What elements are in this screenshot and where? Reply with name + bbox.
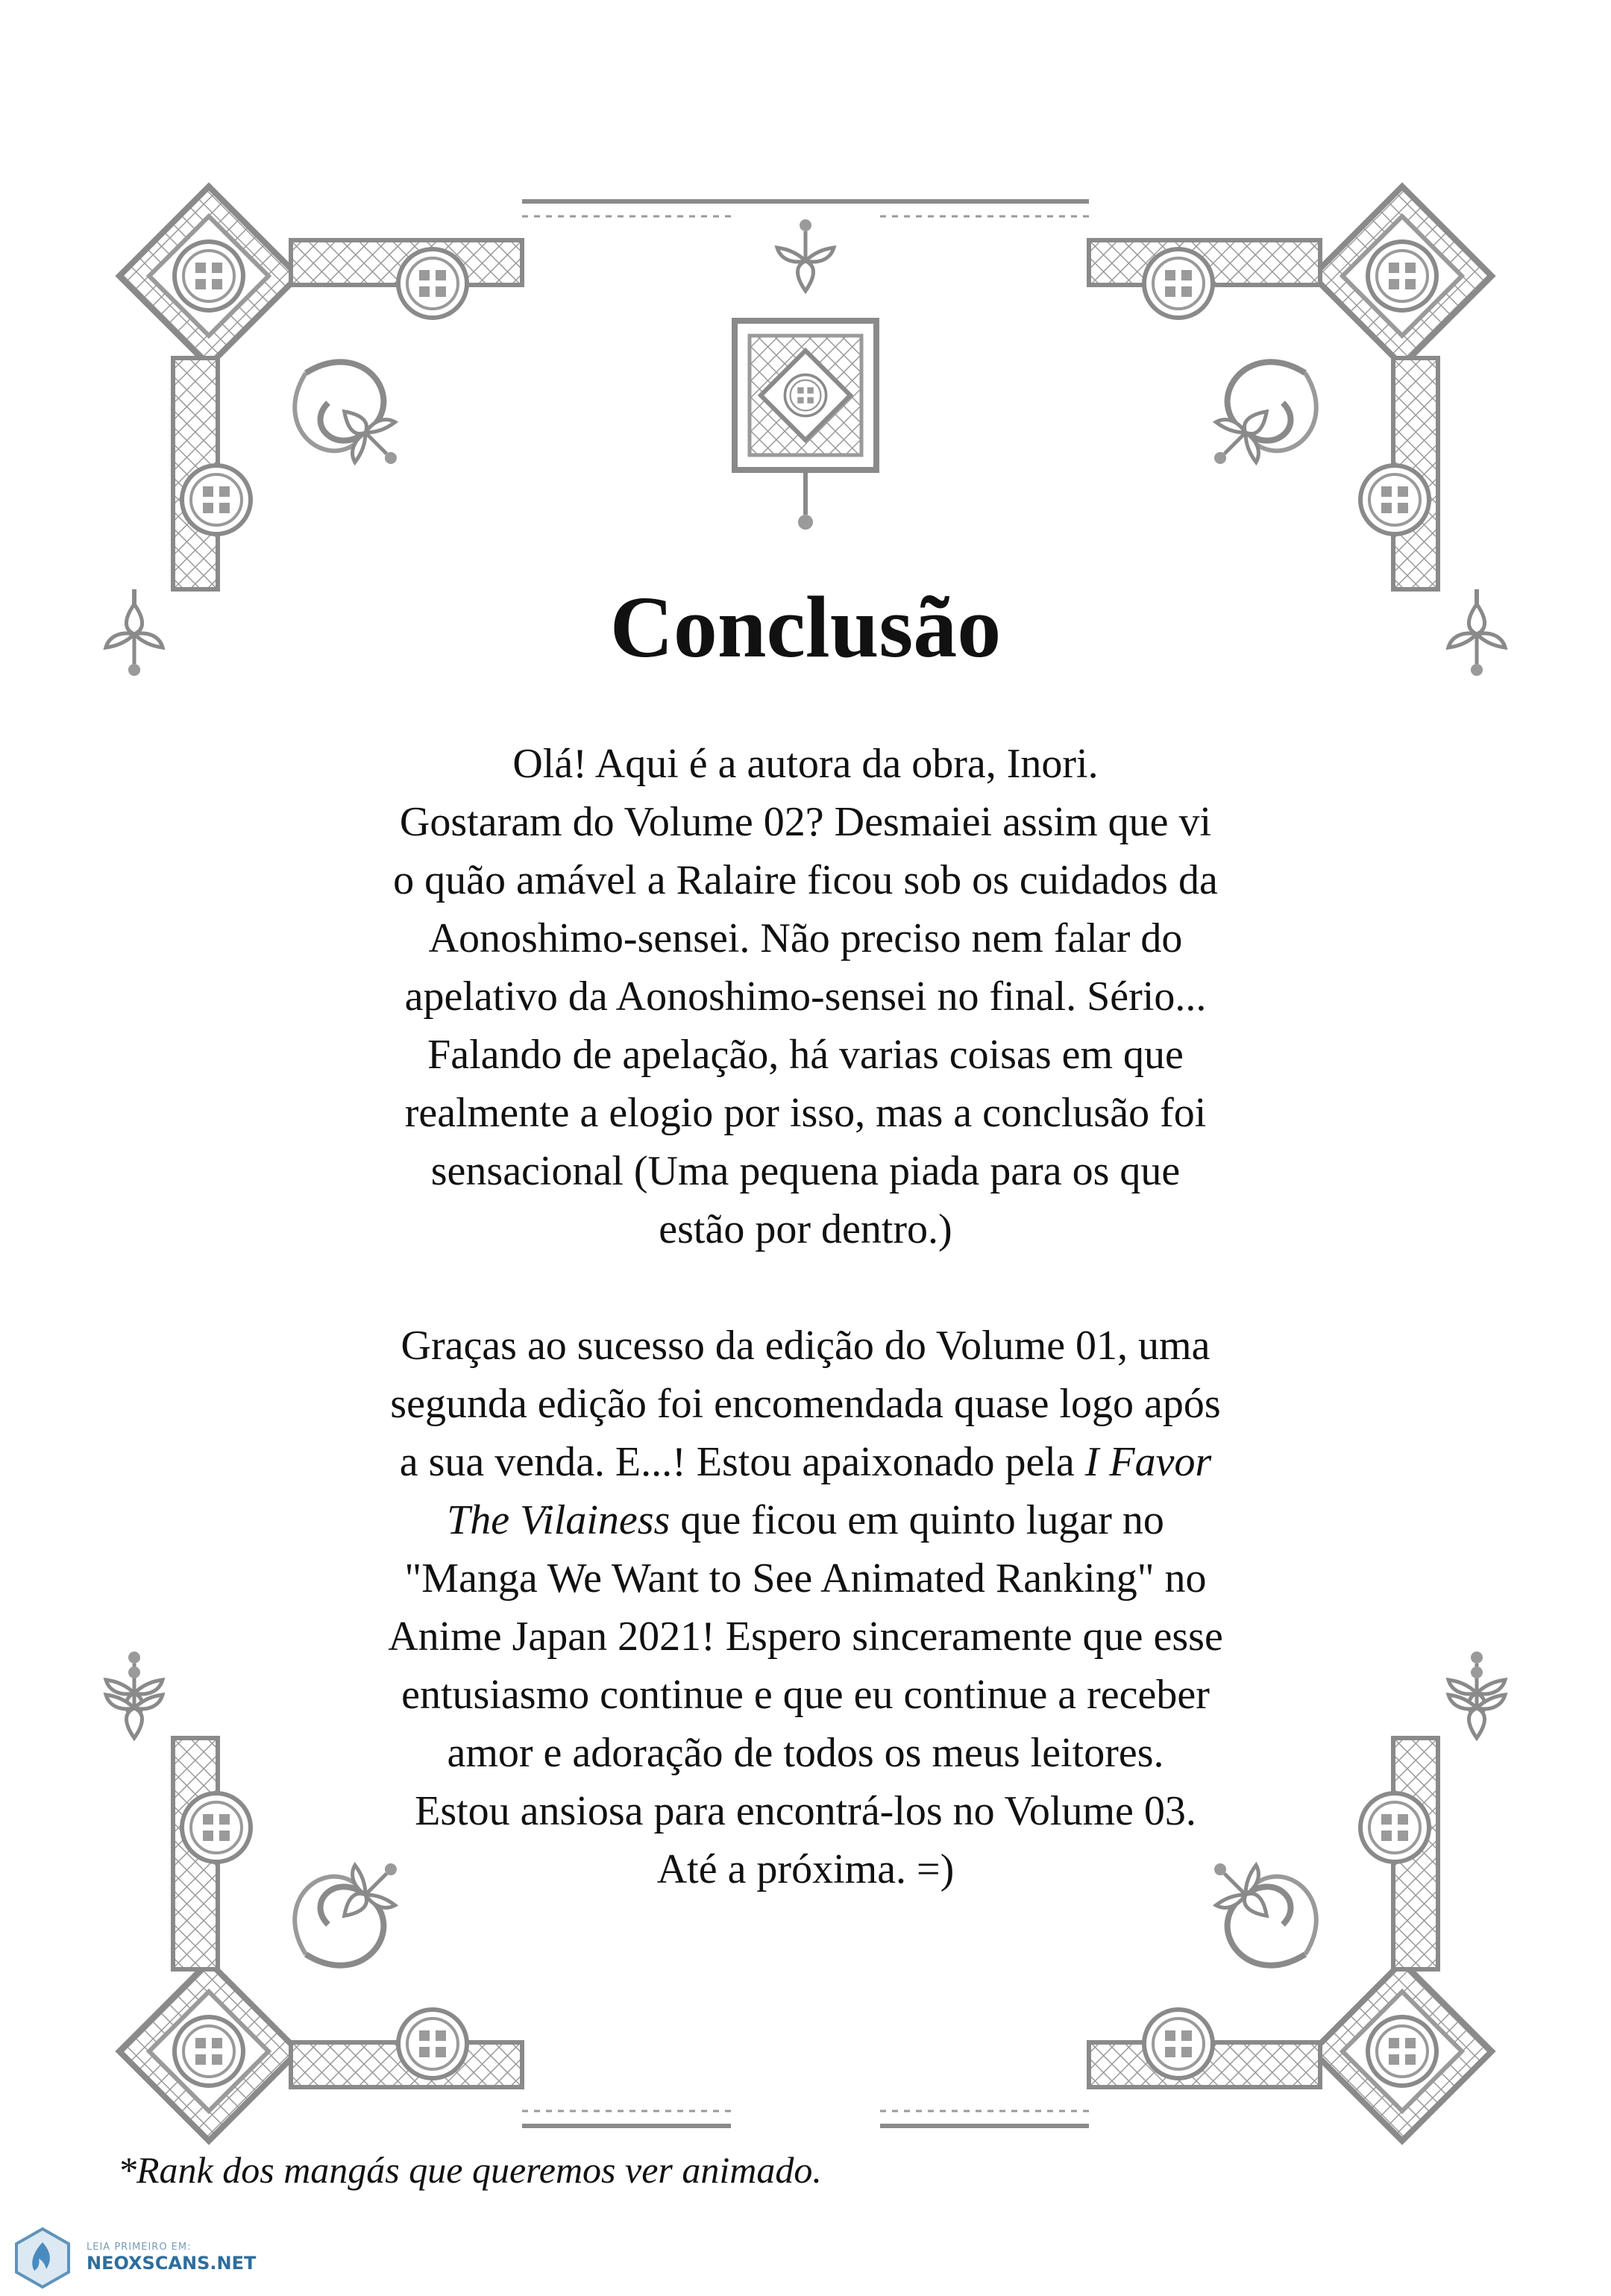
paragraph-2-line: Graças ao sucesso da edição do Volume 01, uma [401,1323,1210,1369]
paragraph-2-line: que ficou em quinto lugar no [670,1497,1164,1543]
paragraph-2-line: amor e adoração de todos os meus leitores. [447,1730,1164,1776]
conclusion-body [224,735,1387,1898]
paragraph-1-line: Aonoshimo-sensei. Não preciso nem falar do [428,915,1183,962]
watermark-tagline: LEIA PRIMEIRO EM: [87,2242,192,2253]
paragraph-1-line: Gostaram do Volume 02? Desmaiei assim que vi [399,799,1212,845]
footnote: *Rank dos mangás que queremos ver animado. [118,2149,822,2191]
paragraph-1-line: realmente a elogio por isso, mas a conclusão foi [404,1090,1207,1136]
paragraph-2-line: a sua venda. E...! Estou apaixonado pela [399,1439,1085,1485]
flame-logo-icon [9,2224,76,2292]
paragraph-1-line: estão por dentro.) [659,1206,952,1252]
paragraph-1-line: o quão amável a Ralaire ficou sob os cuidados da [393,857,1218,903]
book-title-part-1: I Favor [1084,1439,1212,1485]
paragraph-1-line: Olá! Aqui é a autora da obra, Inori. [512,741,1099,787]
paragraph-1-line: apelativo da Aonoshimo-sensei no final. Sério... [404,973,1207,1020]
paragraph-1-line: sensacional (Uma pequena piada para os que [430,1148,1181,1194]
top-center-medallion [731,201,880,530]
paragraph-2-line: segunda edição foi encomendada quase logo após [390,1381,1221,1427]
side-fleuron-left-bottom [106,1666,163,1738]
paragraph-2-line: "Manga We Want to See Animated Ranking" no [404,1555,1207,1602]
book-title-part-2: The Vilainess [447,1497,671,1543]
paragraph-2-line: Anime Japan 2021! Espero sinceramente que esse [388,1613,1223,1660]
paragraph-1 [224,735,1387,1258]
watermark-site-link[interactable]: NEOXSCANS.NET [87,2253,257,2274]
site-watermark [0,2219,268,2296]
paragraph-2 [224,1317,1387,1898]
page-title: Conclusão [609,578,1002,676]
paragraph-2-line: Estou ansiosa para encontrá-los no Volume 03. [415,1788,1196,1834]
side-fleuron-right-bottom [1448,1666,1505,1738]
paragraph-2-line: entusiasmo continue e que eu continue a receber [401,1672,1210,1718]
paragraph-1-line: Falando de apelação, há varias coisas em que [427,1032,1184,1078]
paragraph-2-line: Até a próxima. =) [656,1846,955,1892]
